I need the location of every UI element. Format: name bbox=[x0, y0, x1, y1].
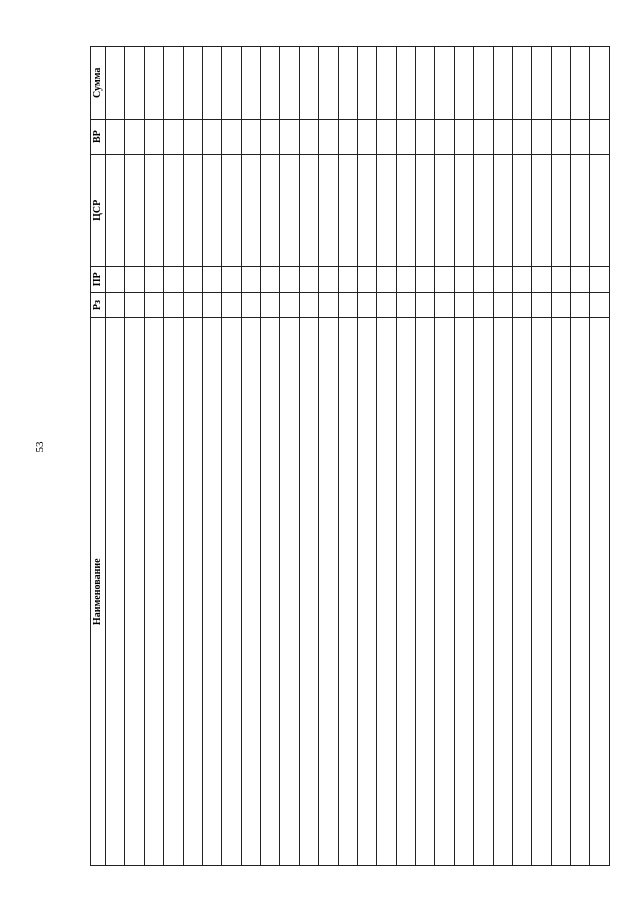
cell-rz bbox=[202, 292, 221, 318]
cell-sum bbox=[435, 47, 454, 120]
table-header-row bbox=[91, 47, 106, 866]
table-row bbox=[532, 47, 551, 866]
cell-pr bbox=[571, 266, 590, 292]
cell-rz bbox=[435, 292, 454, 318]
table-row bbox=[512, 47, 531, 866]
cell-sum bbox=[512, 47, 531, 120]
cell-csr bbox=[222, 154, 241, 266]
cell-name bbox=[590, 318, 610, 866]
cell-csr bbox=[261, 154, 280, 266]
cell-rz bbox=[512, 292, 531, 318]
cell-pr bbox=[280, 266, 299, 292]
cell-rz bbox=[396, 292, 415, 318]
cell-csr bbox=[338, 154, 357, 266]
cell-rz bbox=[416, 292, 435, 318]
cell-pr bbox=[299, 266, 318, 292]
cell-name bbox=[183, 318, 202, 866]
cell-sum bbox=[474, 47, 493, 120]
cell-pr bbox=[319, 266, 338, 292]
header-vr: ВР bbox=[91, 119, 106, 154]
cell-vr bbox=[299, 119, 318, 154]
cell-name bbox=[144, 318, 163, 866]
cell-pr bbox=[416, 266, 435, 292]
cell-sum bbox=[571, 47, 590, 120]
cell-csr bbox=[319, 154, 338, 266]
cell-sum bbox=[357, 47, 376, 120]
table-row bbox=[261, 47, 280, 866]
cell-pr bbox=[512, 266, 531, 292]
cell-rz bbox=[454, 292, 473, 318]
cell-pr bbox=[222, 266, 241, 292]
cell-name bbox=[435, 318, 454, 866]
cell-csr bbox=[474, 154, 493, 266]
cell-name bbox=[454, 318, 473, 866]
table-row bbox=[435, 47, 454, 866]
cell-sum bbox=[551, 47, 570, 120]
cell-vr bbox=[241, 119, 260, 154]
cell-rz bbox=[532, 292, 551, 318]
cell-csr bbox=[416, 154, 435, 266]
cell-name bbox=[512, 318, 531, 866]
cell-rz bbox=[319, 292, 338, 318]
cell-pr bbox=[164, 266, 183, 292]
cell-rz bbox=[338, 292, 357, 318]
cell-sum bbox=[164, 47, 183, 120]
table-row bbox=[319, 47, 338, 866]
cell-csr bbox=[396, 154, 415, 266]
cell-name bbox=[222, 318, 241, 866]
budget-table bbox=[90, 46, 610, 866]
cell-name bbox=[261, 318, 280, 866]
cell-csr bbox=[551, 154, 570, 266]
cell-vr bbox=[338, 119, 357, 154]
cell-name bbox=[377, 318, 396, 866]
cell-pr bbox=[377, 266, 396, 292]
cell-name bbox=[571, 318, 590, 866]
table-row bbox=[299, 47, 318, 866]
table-row bbox=[416, 47, 435, 866]
cell-vr bbox=[474, 119, 493, 154]
cell-sum bbox=[125, 47, 144, 120]
cell-name bbox=[338, 318, 357, 866]
cell-csr bbox=[493, 154, 512, 266]
cell-csr bbox=[280, 154, 299, 266]
cell-rz bbox=[551, 292, 570, 318]
cell-vr bbox=[551, 119, 570, 154]
header-sum: Сумма bbox=[91, 47, 106, 120]
cell-vr bbox=[532, 119, 551, 154]
table-row bbox=[164, 47, 183, 866]
cell-vr bbox=[125, 119, 144, 154]
cell-rz bbox=[125, 292, 144, 318]
cell-vr bbox=[454, 119, 473, 154]
cell-sum bbox=[396, 47, 415, 120]
cell-name bbox=[551, 318, 570, 866]
cell-csr bbox=[125, 154, 144, 266]
cell-pr bbox=[125, 266, 144, 292]
cell-rz bbox=[474, 292, 493, 318]
cell-sum bbox=[493, 47, 512, 120]
table-row bbox=[222, 47, 241, 866]
cell-sum bbox=[280, 47, 299, 120]
cell-name bbox=[532, 318, 551, 866]
page-number: 53 bbox=[34, 441, 46, 453]
cell-vr bbox=[377, 119, 396, 154]
cell-pr bbox=[202, 266, 221, 292]
cell-rz bbox=[590, 292, 610, 318]
cell-pr bbox=[241, 266, 260, 292]
cell-name bbox=[241, 318, 260, 866]
cell-csr bbox=[532, 154, 551, 266]
cell-pr bbox=[454, 266, 473, 292]
header-rz: Рз bbox=[91, 292, 106, 318]
cell-vr bbox=[106, 119, 125, 154]
cell-name bbox=[299, 318, 318, 866]
cell-csr bbox=[183, 154, 202, 266]
cell-csr bbox=[571, 154, 590, 266]
cell-csr bbox=[202, 154, 221, 266]
cell-sum bbox=[377, 47, 396, 120]
cell-pr bbox=[261, 266, 280, 292]
cell-pr bbox=[396, 266, 415, 292]
cell-name bbox=[416, 318, 435, 866]
cell-sum bbox=[261, 47, 280, 120]
cell-rz bbox=[183, 292, 202, 318]
cell-pr bbox=[106, 266, 125, 292]
table-row bbox=[280, 47, 299, 866]
cell-name bbox=[106, 318, 125, 866]
cell-vr bbox=[435, 119, 454, 154]
cell-name bbox=[280, 318, 299, 866]
cell-vr bbox=[493, 119, 512, 154]
table-row bbox=[474, 47, 493, 866]
table-row bbox=[377, 47, 396, 866]
cell-rz bbox=[377, 292, 396, 318]
cell-csr bbox=[241, 154, 260, 266]
cell-csr bbox=[435, 154, 454, 266]
cell-csr bbox=[144, 154, 163, 266]
cell-rz bbox=[280, 292, 299, 318]
cell-vr bbox=[261, 119, 280, 154]
cell-pr bbox=[183, 266, 202, 292]
cell-name bbox=[125, 318, 144, 866]
cell-pr bbox=[493, 266, 512, 292]
cell-sum bbox=[454, 47, 473, 120]
cell-sum bbox=[416, 47, 435, 120]
cell-sum bbox=[241, 47, 260, 120]
cell-name bbox=[474, 318, 493, 866]
table-row bbox=[125, 47, 144, 866]
cell-sum bbox=[319, 47, 338, 120]
table-row bbox=[590, 47, 610, 866]
cell-vr bbox=[571, 119, 590, 154]
table-row bbox=[357, 47, 376, 866]
cell-name bbox=[493, 318, 512, 866]
cell-name bbox=[319, 318, 338, 866]
cell-name bbox=[202, 318, 221, 866]
header-pr: ПР bbox=[91, 266, 106, 292]
table-row bbox=[454, 47, 473, 866]
cell-sum bbox=[222, 47, 241, 120]
cell-name bbox=[164, 318, 183, 866]
cell-vr bbox=[416, 119, 435, 154]
cell-vr bbox=[319, 119, 338, 154]
cell-csr bbox=[164, 154, 183, 266]
cell-vr bbox=[164, 119, 183, 154]
cell-vr bbox=[202, 119, 221, 154]
cell-name bbox=[396, 318, 415, 866]
cell-csr bbox=[299, 154, 318, 266]
cell-sum bbox=[106, 47, 125, 120]
cell-rz bbox=[261, 292, 280, 318]
cell-vr bbox=[222, 119, 241, 154]
cell-pr bbox=[357, 266, 376, 292]
table-row bbox=[396, 47, 415, 866]
cell-csr bbox=[590, 154, 610, 266]
cell-pr bbox=[474, 266, 493, 292]
cell-pr bbox=[551, 266, 570, 292]
cell-pr bbox=[435, 266, 454, 292]
table-row bbox=[241, 47, 260, 866]
table-row bbox=[106, 47, 125, 866]
table-row bbox=[551, 47, 570, 866]
cell-rz bbox=[571, 292, 590, 318]
cell-csr bbox=[512, 154, 531, 266]
table-row bbox=[493, 47, 512, 866]
cell-vr bbox=[144, 119, 163, 154]
budget-table-rotated bbox=[90, 46, 610, 866]
cell-sum bbox=[338, 47, 357, 120]
cell-csr bbox=[106, 154, 125, 266]
cell-rz bbox=[164, 292, 183, 318]
cell-vr bbox=[590, 119, 610, 154]
cell-vr bbox=[183, 119, 202, 154]
cell-pr bbox=[144, 266, 163, 292]
cell-csr bbox=[357, 154, 376, 266]
cell-rz bbox=[357, 292, 376, 318]
cell-sum bbox=[202, 47, 221, 120]
cell-rz bbox=[106, 292, 125, 318]
cell-name bbox=[357, 318, 376, 866]
cell-sum bbox=[532, 47, 551, 120]
cell-sum bbox=[299, 47, 318, 120]
table-row bbox=[144, 47, 163, 866]
cell-pr bbox=[532, 266, 551, 292]
cell-sum bbox=[183, 47, 202, 120]
header-name: Наименование bbox=[91, 318, 106, 866]
cell-rz bbox=[144, 292, 163, 318]
cell-rz bbox=[222, 292, 241, 318]
table-row bbox=[202, 47, 221, 866]
cell-vr bbox=[280, 119, 299, 154]
cell-rz bbox=[299, 292, 318, 318]
cell-rz bbox=[493, 292, 512, 318]
cell-pr bbox=[590, 266, 610, 292]
cell-pr bbox=[338, 266, 357, 292]
cell-rz bbox=[241, 292, 260, 318]
table-row bbox=[338, 47, 357, 866]
table-body bbox=[106, 47, 610, 866]
cell-vr bbox=[357, 119, 376, 154]
cell-csr bbox=[377, 154, 396, 266]
table-row bbox=[183, 47, 202, 866]
cell-sum bbox=[590, 47, 610, 120]
cell-sum bbox=[144, 47, 163, 120]
cell-csr bbox=[454, 154, 473, 266]
cell-vr bbox=[512, 119, 531, 154]
table-row bbox=[571, 47, 590, 866]
cell-vr bbox=[396, 119, 415, 154]
header-csr: ЦСР bbox=[91, 154, 106, 266]
